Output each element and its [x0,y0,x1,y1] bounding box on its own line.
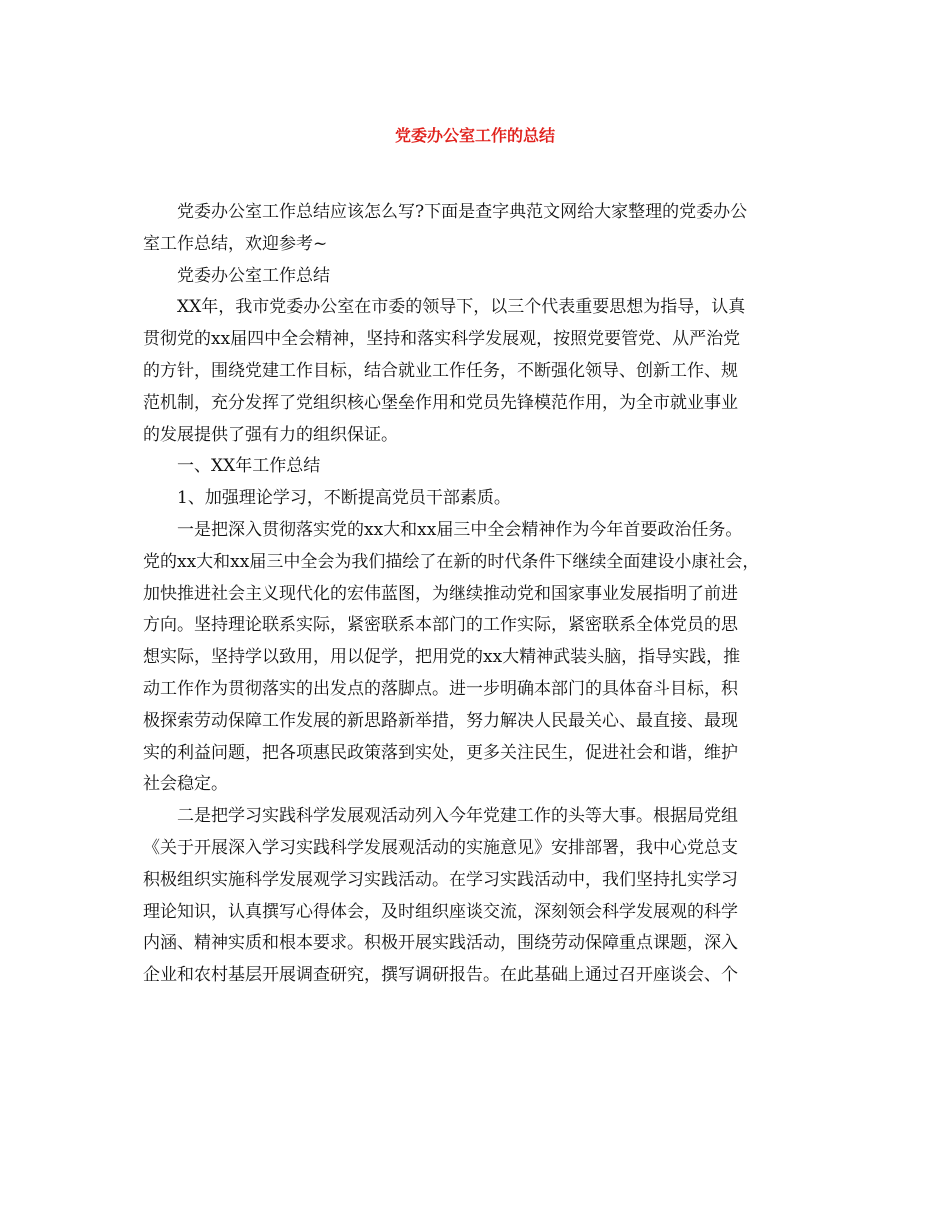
paragraph-line: 极探索劳动保障工作发展的新思路新举措，努力解决人民最关心、最直接、最现 [143,710,738,731]
paragraph-line: 的发展提供了强有力的组织保证。 [143,424,398,445]
document-body [143,197,823,992]
paragraph-line: 方向。坚持理论联系实际，紧密联系本部门的工作实际，紧密联系全体党员的思 [143,615,738,636]
paragraph-line: 党委办公室工作总结 [177,265,330,286]
paragraph-line: 加快推进社会主义现代化的宏伟蓝图，为继续推动党和国家事业发展指明了前进 [143,583,738,604]
paragraph-line: 贯彻党的xx届四中全会精神，坚持和落实科学发展观，按照党要管党、从严治党 [143,329,741,350]
paragraph-line: 范机制，充分发挥了党组织核心堡垒作用和党员先锋模范作用，为全市就业事业 [143,392,738,413]
paragraph-line: 《关于开展深入学习实践科学发展观活动的实施意见》安排部署，我中心党总支 [143,837,738,858]
paragraph-line: 积极组织实施科学发展观学习实践活动。在学习实践活动中，我们坚持扎实学习 [143,869,738,890]
paragraph-line: 1、加强理论学习，不断提高党员干部素质。 [177,488,511,509]
paragraph-line: 一、XX年工作总结 [177,456,321,477]
paragraph-line: 社会稳定。 [143,774,228,795]
paragraph-line: 党的xx大和xx届三中全会为我们描绘了在新的时代条件下继续全面建设小康社会， [143,551,760,572]
paragraph-line: 二是把学习实践科学发展观活动列入今年党建工作的头等大事。根据局党组 [177,806,738,827]
document-title: 党委办公室工作的总结 [394,126,555,145]
paragraph-line: 室工作总结，欢迎参考~ [143,233,328,254]
paragraph-line: 的方针，围绕党建工作目标，结合就业工作任务，不断强化领导、创新工作、规 [143,360,738,381]
paragraph-line: 企业和农村基层开展调查研究，撰写调研报告。在此基础上通过召开座谈会、个 [143,965,738,986]
paragraph-line: 想实际，坚持学以致用，用以促学，把用党的xx大精神武装头脑，指导实践，推 [143,647,741,668]
paragraph-line: 内涵、精神实质和根本要求。积极开展实践活动，围绕劳动保障重点课题，深入 [143,933,738,954]
paragraph-line: 动工作作为贯彻落实的出发点的落脚点。进一步明确本部门的具体奋斗目标，积 [143,678,738,699]
paragraph-line: XX年，我市党委办公室在市委的领导下，以三个代表重要思想为指导，认真 [177,297,746,318]
paragraph-line: 实的利益问题，把各项惠民政策落到实处，更多关注民生，促进社会和谐，维护 [143,742,738,763]
paragraph-line: 一是把深入贯彻落实党的xx大和xx届三中全会精神作为今年首要政治任务。 [177,519,743,540]
paragraph-line: 党委办公室工作总结应该怎么写?下面是查字典范文网给大家整理的党委办公 [177,202,748,222]
paragraph-line: 理论知识，认真撰写心得体会，及时组织座谈交流，深刻领会科学发展观的科学 [143,901,738,922]
